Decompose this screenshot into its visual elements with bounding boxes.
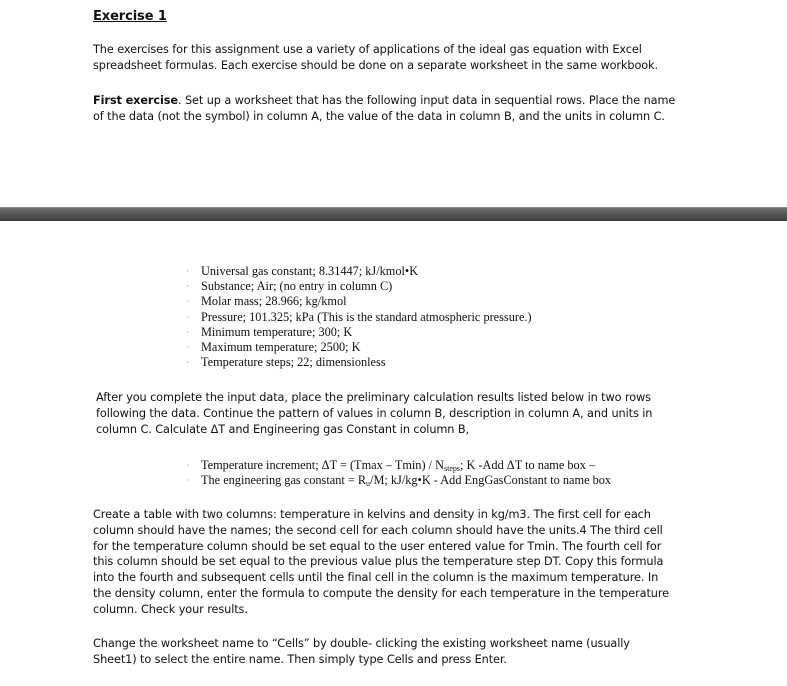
first-exercise-text: . Set up a worksheet that has the following input data in sequential rows. Place the name of the data (not the symbol) in column A, the value of the data in column B, and the units in column C. (93, 94, 676, 123)
rename-paragraph: Change the worksheet name to “Cells” by double- clicking the existing worksheet name (usually Sheet1) to select the entire name. Then simply type Cells and press Enter. (93, 637, 630, 666)
bullet-icon: · (186, 266, 189, 276)
list-item: · Substance; Air; (no entry in column C) (186, 279, 393, 294)
list-item: · Maximum temperature; 2500; K (186, 340, 361, 355)
intro-paragraph: The exercises for this assignment use a variety of applications of the ideal gas equation with Excel spreadsheet formulas. Each exercise should be done on a separate worksheet in the same workbook. (93, 43, 659, 72)
page-divider (0, 207, 787, 221)
list-item: · Molar mass; 28.966; kg/kmol (186, 294, 347, 309)
table-paragraph: Create a table with two columns: temperature in kelvins and density in kg/m3. The first cell for each column should have the names; the second cell for each column should have the units.4 The third cell for the temperature column should be set equal to the user entered value for Tmin. The fourth cell for this column should be set equal to the previous value plus the temperature step DT. Copy this formula into the fourth and subsequent cells until the final cell in the column is the maximum temperature. In the density column, enter the formula to compute the density for each temperature in the temperature column. Check your results. (93, 508, 670, 616)
list-item: · Temperature increment; $\Delta T = (Tmax - Tmin) / N_{steps}$; K -Add ΔT to name box – (186, 458, 596, 473)
list-item: · Pressure; 101.325; kPa (This is the standard atmospheric pressure.) (186, 309, 532, 324)
bullet-icon: · (186, 326, 189, 337)
first-exercise-paragraph (93, 93, 683, 125)
list-item: · The engineering gas constant = $R_u/M$; kJ/kg•K - Add EngGasConstant to name box (186, 473, 612, 489)
list-item: · Temperature steps; 22; dimensionless (186, 355, 386, 370)
bullet-icon: · (186, 460, 189, 470)
list-item: · Minimum temperature; 300; K (186, 324, 353, 339)
list-item: · Universal gas constant; 8.31447; kJ/kmol•K (186, 264, 419, 278)
bullet-icon: · (186, 357, 189, 368)
calculation-list (183, 458, 611, 488)
first-exercise-label: First exercise (93, 94, 178, 107)
exercise-title: Exercise 1 (93, 9, 167, 24)
bullet-icon: · (186, 475, 189, 486)
bullet-icon: · (186, 342, 189, 353)
bullet-icon: · (186, 296, 189, 307)
after-input-paragraph: After you complete the input data, place the preliminary calculation results listed below in two rows following the data. Continue the pattern of values in column B, description in column A, and units in column C. Calculate ΔT and Engineering gas Constant in column B, (96, 391, 653, 436)
input-data-list (183, 264, 532, 370)
bullet-icon: · (186, 281, 189, 292)
bullet-icon: · (186, 311, 189, 322)
